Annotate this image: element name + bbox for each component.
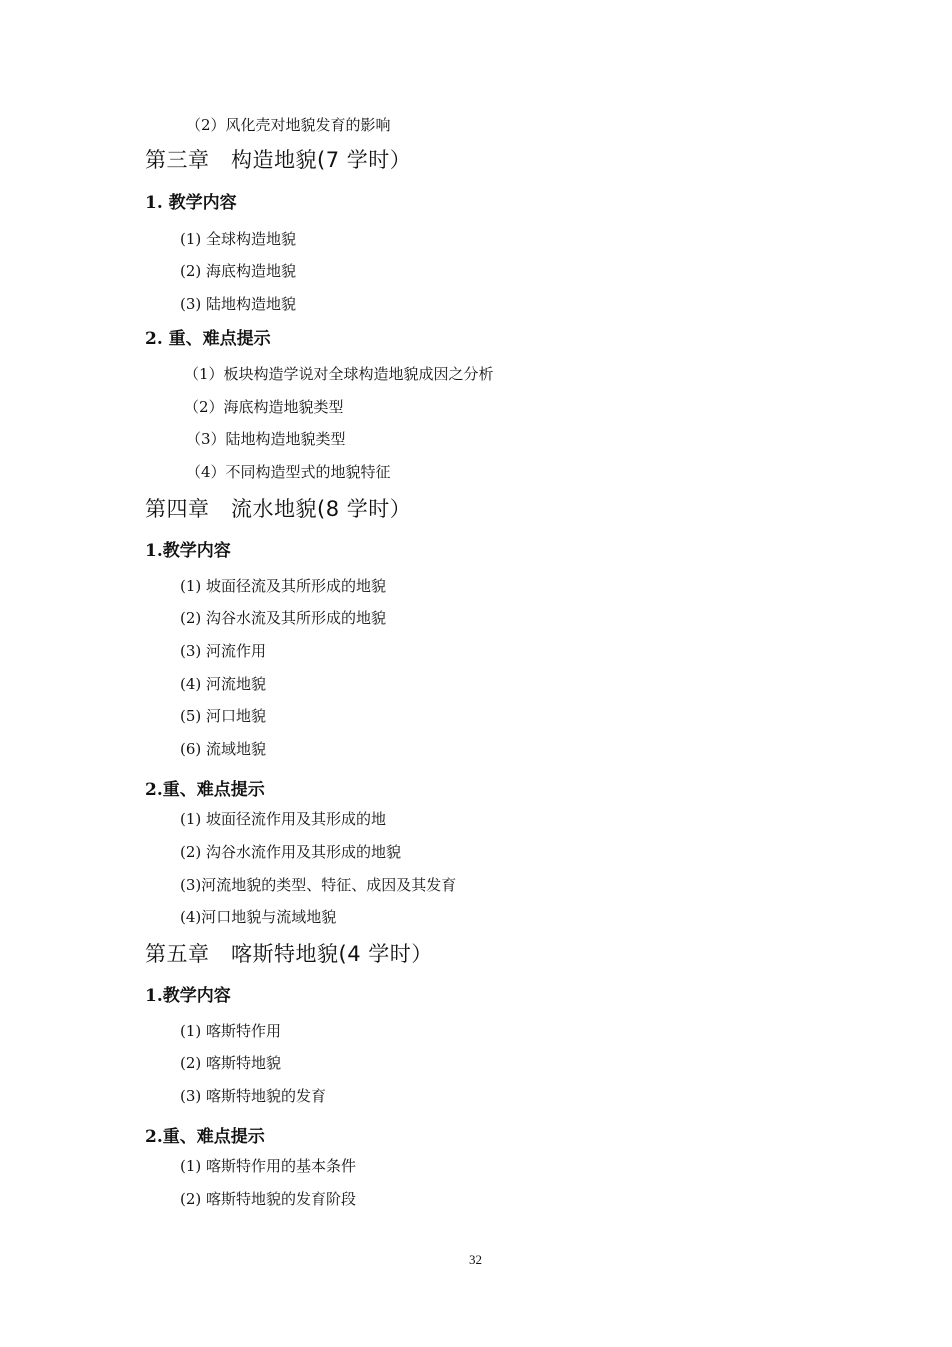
chapter3-title: 第三章 构造地貌(7 学时）: [145, 148, 412, 172]
chapter3-content-heading: 1. 教学内容: [145, 193, 237, 213]
chapter3-content-item: (3) 陆地构造地貌: [180, 295, 297, 313]
chapter5-content-item: (2) 喀斯特地貌: [180, 1054, 282, 1072]
chapter3-key-item: （1）板块构造学说对全球构造地貌成因之分析: [184, 365, 494, 383]
chapter4-content-item: (3) 河流作用: [180, 642, 267, 660]
chapter5-content-item: (3) 喀斯特地貌的发育: [180, 1087, 327, 1105]
chapter4-content-item: (4) 河流地貌: [180, 675, 267, 693]
intro-item: （2）风化壳对地貌发育的影响: [186, 116, 391, 134]
chapter5-content-item: (1) 喀斯特作用: [180, 1022, 282, 1040]
chapter4-key-item: (1) 坡面径流作用及其形成的地: [180, 810, 387, 828]
chapter3-key-heading: 2. 重、难点提示: [145, 329, 271, 349]
chapter5-key-item: (1) 喀斯特作用的基本条件: [180, 1157, 357, 1175]
chapter4-key-item: (4)河口地貌与流域地貌: [180, 908, 337, 926]
chapter5-key-item: (2) 喀斯特地貌的发育阶段: [180, 1190, 357, 1208]
chapter4-key-item: (2) 沟谷水流作用及其形成的地貌: [180, 843, 402, 861]
chapter4-key-heading: 2.重、难点提示: [145, 780, 265, 800]
chapter3-key-item: （2）海底构造地貌类型: [184, 398, 344, 416]
chapter5-key-heading: 2.重、难点提示: [145, 1127, 265, 1147]
chapter3-content-item: (1) 全球构造地貌: [180, 230, 297, 248]
chapter3-key-item: （4）不同构造型式的地貌特征: [186, 463, 391, 481]
chapter4-content-item: (5) 河口地貌: [180, 707, 267, 725]
chapter4-content-item: (2) 沟谷水流及其所形成的地貌: [180, 609, 387, 627]
chapter5-content-heading: 1.教学内容: [145, 986, 231, 1006]
chapter4-content-item: (6) 流域地貌: [180, 740, 267, 758]
chapter4-content-item: (1) 坡面径流及其所形成的地貌: [180, 577, 387, 595]
page-number: 32: [469, 1252, 482, 1267]
chapter3-key-item: （3）陆地构造地貌类型: [186, 430, 346, 448]
chapter4-content-heading: 1.教学内容: [145, 541, 231, 561]
chapter4-title: 第四章 流水地貌(8 学时）: [145, 497, 412, 521]
chapter4-key-item: (3)河流地貌的类型、特征、成因及其发育: [180, 876, 457, 894]
chapter3-content-item: (2) 海底构造地貌: [180, 262, 297, 280]
chapter5-title: 第五章 喀斯特地貌(4 学时）: [145, 942, 433, 966]
